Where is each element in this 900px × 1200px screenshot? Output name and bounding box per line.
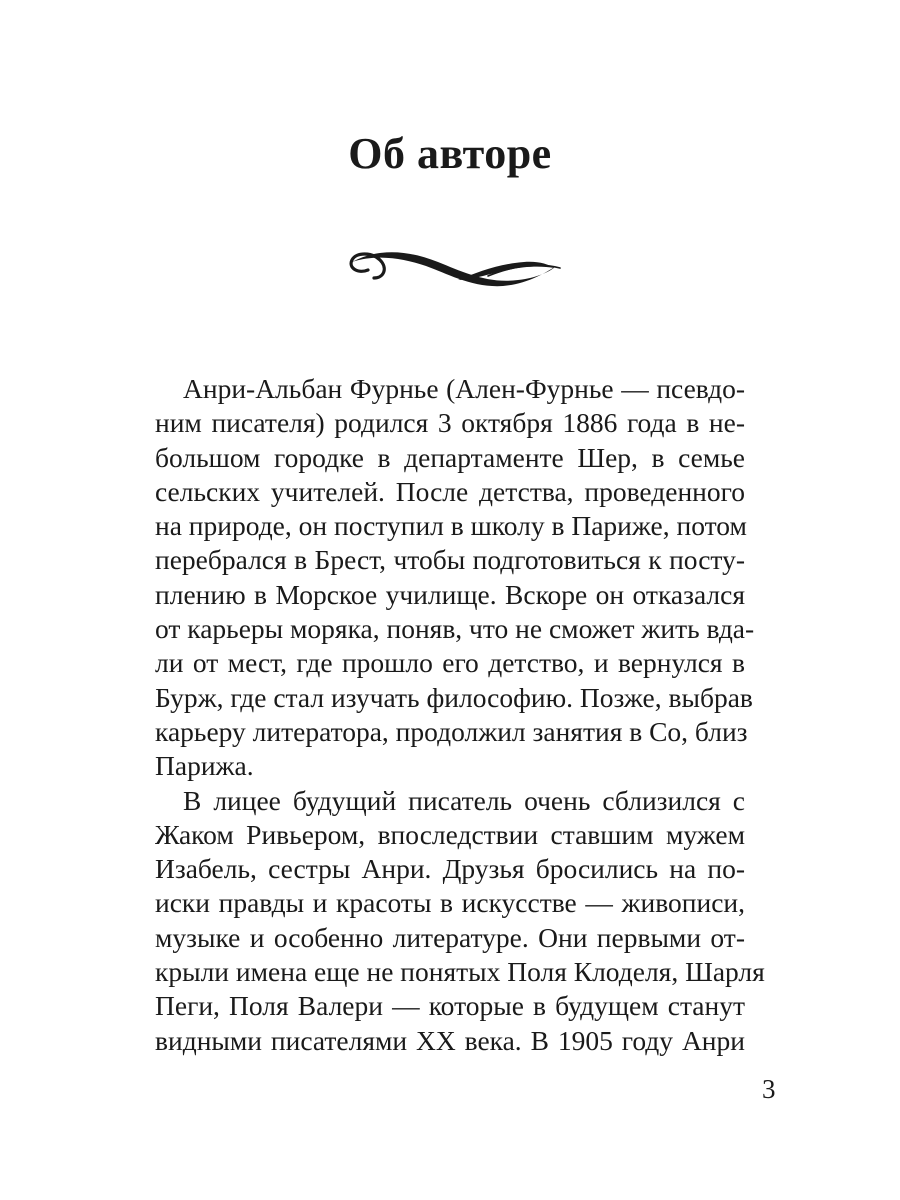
text-line: сельских учителей. После детства, проведенного bbox=[155, 475, 745, 507]
text-line: видными писателями XX века. В 1905 году Анри bbox=[155, 1024, 745, 1056]
text-line: плению в Морское училище. Вскоре он отказался bbox=[155, 578, 745, 610]
text-line: от карьеры моряка, поняв, что не сможет жить вда- bbox=[155, 613, 755, 645]
page-number: 3 bbox=[762, 1074, 776, 1104]
paragraph bbox=[155, 372, 755, 784]
text-line: большом городке в департаменте Шер, в семье bbox=[155, 441, 745, 473]
text-line: ли от мест, где прошло его детство, и вернулся в bbox=[155, 647, 745, 679]
text-line: Пеги, Поля Валери — которые в будущем станут bbox=[155, 990, 745, 1022]
page-title: Об авторе bbox=[348, 129, 552, 178]
text-line: перебрался в Брест, чтобы подготовиться к посту- bbox=[155, 544, 745, 576]
text-line: музыке и особенно литературе. Они первыми от- bbox=[155, 921, 745, 953]
text-line: Бурж, где стал изучать философию. Позже, выбрав bbox=[155, 681, 753, 713]
flourish-ornament-icon bbox=[338, 240, 562, 296]
text-line: крыли имена еще не понятых Поля Клоделя, Шарля bbox=[155, 956, 765, 988]
text-line: ним писателя) родился 3 октября 1886 года в не- bbox=[155, 407, 745, 439]
text-line: иски правды и красоты в искусстве — живописи, bbox=[155, 887, 745, 919]
text-line: карьеру литератора, продолжил занятия в Со, близ bbox=[155, 715, 748, 747]
text-line: Изабель, сестры Анри. Друзья бросились на по- bbox=[155, 853, 745, 885]
text-line: Анри-Альбан Фурнье (Ален-Фурнье — псевдо- bbox=[183, 373, 745, 404]
paragraph bbox=[155, 784, 765, 1058]
text-line: на природе, он поступил в школу в Париже, потом bbox=[155, 510, 747, 542]
text-line: Парижа. bbox=[155, 750, 254, 782]
text-line: Жаком Ривьером, впоследствии ставшим мужем bbox=[155, 818, 745, 850]
text-line: В лицее будущий писатель очень сблизился с bbox=[183, 784, 745, 816]
body-text bbox=[155, 372, 765, 1058]
